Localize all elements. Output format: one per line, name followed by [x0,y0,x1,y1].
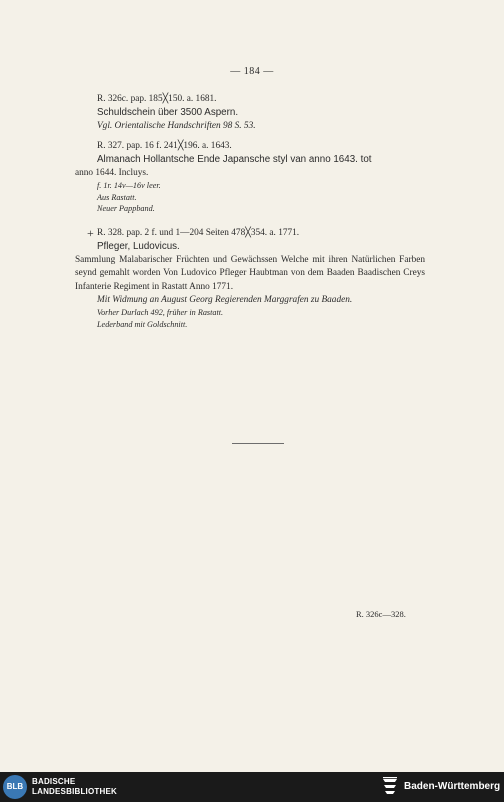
entry-note: Aus Rastatt. [97,192,137,202]
entry-marker: + [87,226,94,240]
page-number: — 184 — [230,66,274,77]
entry-note: Neuer Pappband. [97,204,155,214]
library-name[interactable] [32,777,117,797]
entry-title: Schuldschein über 3500 Aspern. [97,107,239,119]
catalog-entry-327 [75,140,425,215]
entry-dedication: Mit Widmung an August Georg Regierenden Marggrafen zu Baaden. [97,295,353,306]
library-name-line2: LANDESBIBLIOTHEK [32,787,117,796]
entry-title-line: anno 1644. Incluys. [75,167,149,178]
library-name-line1: BADISCHE [32,777,76,786]
entry-header: R. 328. pap. 2 f. und 1—204 Seiten 478╳354. a. 1771. [97,228,300,238]
entry-title: Pfleger, Ludovicus. [97,241,180,253]
page-signature: R. 326c—328. [356,609,406,619]
entry-header: R. 326c. pap. 185╳150. a. 1681. [97,94,217,104]
entry-body: Sammlung Malabarischer Früchten und Gewächssen Welche mit ihren Natürlichen Farben seynd gemahlt worden Von Ludovico Pfleger Haubtman von dem Baaden Baadischen Creys Infanterie Regiment in Rastatt Anno 1771. [75,254,425,292]
entry-title-line: Almanach Hollantsche Ende Japansche styl van anno 1643. tot [97,154,372,166]
section-divider [232,443,284,444]
catalog-entry-328 [75,227,425,330]
entry-binding: Lederband mit Goldschnitt. [97,319,188,329]
entry-provenance: Vorher Durlach 492, früher in Rastatt. [97,308,224,318]
entry-header: R. 327. pap. 16 f. 241╳196. a. 1643. [97,141,232,151]
catalog-entry-326c [97,93,425,133]
entry-note: Vgl. Orientalische Handschriften 98 S. 53. [97,120,256,131]
entry-note: f. 1r. 14v—16v leer. [97,181,161,191]
blb-logo-icon[interactable]: BLB [3,775,27,799]
baden-wuerttemberg-label[interactable]: Baden-Württemberg [404,781,501,792]
footer-bar [0,772,504,802]
baden-wuerttemberg-lions-icon [381,775,399,799]
